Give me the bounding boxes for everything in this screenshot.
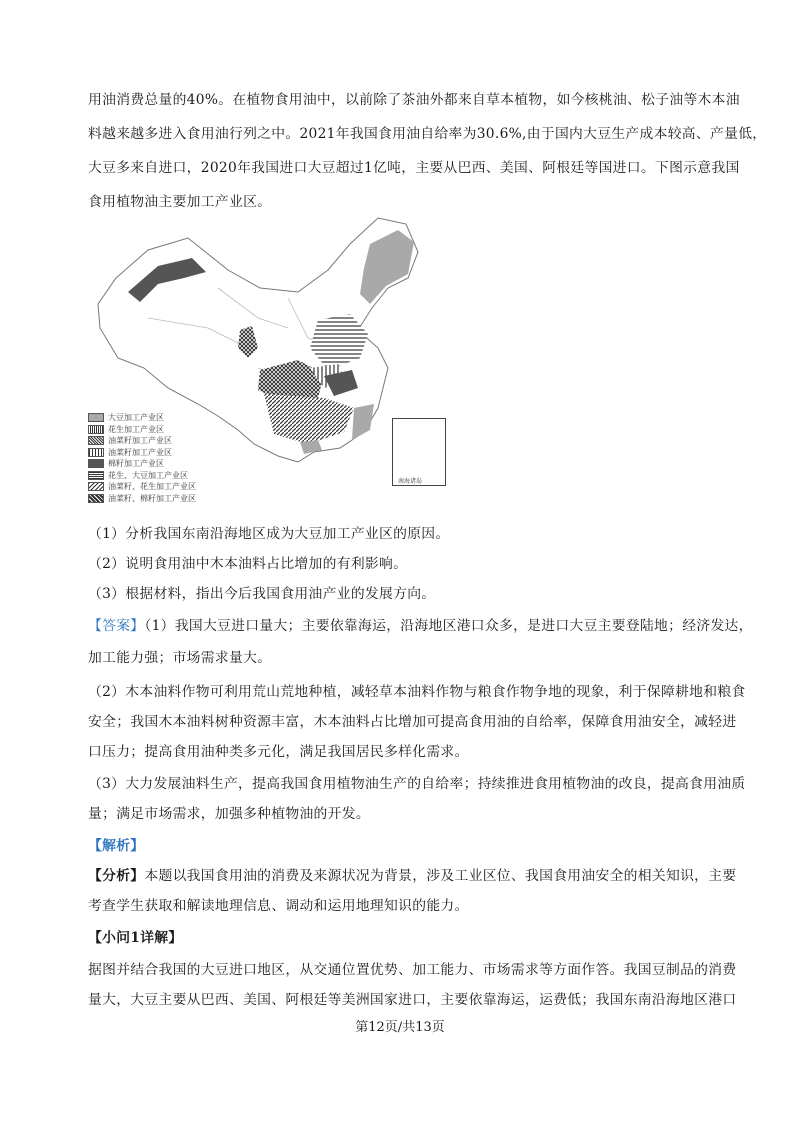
- answer-tag: 【答案】: [88, 618, 145, 634]
- analysis-line-2: 考查学生获取和解读地理信息、调动和运用地理知识的能力。: [88, 898, 469, 914]
- legend-item: 花生加工产业区: [88, 424, 238, 436]
- subquestion-tag: 【小问1详解】: [88, 930, 183, 946]
- legend-item: 油菜籽加工产业区: [88, 447, 238, 459]
- question-3: （3）根据材料，指出今后我国食用油产业的发展方向。: [88, 586, 436, 602]
- peanut-soy-swatch: [88, 471, 104, 480]
- analysis-line-1: 【分析】本题以我国食用油的消费及来源状况为背景，涉及工业区位、我国食用油安全的相关知识，主要: [88, 868, 737, 884]
- cottonseed-swatch: [88, 459, 104, 468]
- soybean-swatch: [88, 413, 104, 422]
- region-soybean-coast: [352, 404, 374, 440]
- intro-line-4: 食用植物油主要加工产业区。: [88, 194, 272, 210]
- legend-item: 花生、大豆加工产业区: [88, 470, 238, 482]
- answer-line-6: （3）大力发展油料生产，提高我国食用植物油生产的自给率；持续推进食用植物油的改良，提高食用油质: [88, 776, 746, 792]
- rapeseed-peanut-swatch: [88, 482, 104, 491]
- answer-line-3: （2）木本油料作物可利用荒山荒地种植，减轻草本油料作物与粮食作物争地的现象，利于保障耕地和粮食: [88, 684, 746, 700]
- peanut-swatch: [88, 425, 104, 434]
- answer-line-2: 加工能力强；市场需求量大。: [88, 650, 272, 666]
- question-2: （2）说明食用油中木本油料占比增加的有利影响。: [88, 556, 408, 572]
- intro-line-3: 大豆多来自进口，2020年我国进口大豆超过1亿吨，主要从巴西、美国、阿根廷等国进口。下图示意我国: [88, 160, 740, 176]
- fenxi-tag: 【分析】: [88, 868, 145, 884]
- legend-item: 大豆加工产业区: [88, 412, 238, 424]
- answer-line-7: 量；满足市场需求，加强多种植物油的开发。: [88, 806, 370, 822]
- analysis-tag: 【解析】: [88, 838, 145, 854]
- intro-line-2: 料越来越多进入食用油行列之中。2021年我国食用油自给率为30.6%,由于国内大豆生产成本较高、产量低，: [88, 126, 767, 142]
- map-legend: [88, 412, 238, 504]
- legend-item: 棉籽加工产业区: [88, 458, 238, 470]
- legend-item: 油菜籽加工产业区: [88, 435, 238, 447]
- page-number: 第12页/共13页: [355, 1020, 445, 1035]
- rapeseed-cotton-swatch: [88, 448, 104, 457]
- rapeseed-swatch: [88, 436, 104, 445]
- answer-line-5: 口压力；提高食用油种类多元化，满足我国居民多样化需求。: [88, 744, 469, 760]
- answer-line-4: 安全；我国木本油料树种资源丰富，木本油料占比增加可提高食用油的自给率，保障食用油安全，减轻进: [88, 714, 737, 730]
- detail-line-1: 据图并结合我国的大豆进口地区，从交通位置优势、加工能力、市场需求等方面作答。我国豆制品的消费: [88, 962, 737, 978]
- legend-item: 油菜籽、花生加工产业区: [88, 481, 238, 493]
- rapeseed-cottonseed-swatch: [88, 494, 104, 503]
- intro-line-1: 用油消费总量的40%。在植物食用油中，以前除了茶油外都来自草本植物，如今核桃油、松子油等木本油: [88, 92, 740, 108]
- answer-line-1: 【答案】（1）我国大豆进口量大；主要依靠海运，沿海地区港口众多，是进口大豆主要登陆地；经济发达，: [88, 618, 753, 634]
- legend-item: 油菜籽、棉籽加工产业区: [88, 493, 238, 505]
- inset-label: 南海诸岛: [398, 478, 423, 485]
- question-1: （1）分析我国东南沿海地区成为大豆加工产业区的原因。: [88, 526, 450, 542]
- detail-line-2: 量大，大豆主要从巴西、美国、阿根廷等美洲国家进口，主要依靠海运，运费低；我国东南沿海地区港口: [88, 992, 737, 1008]
